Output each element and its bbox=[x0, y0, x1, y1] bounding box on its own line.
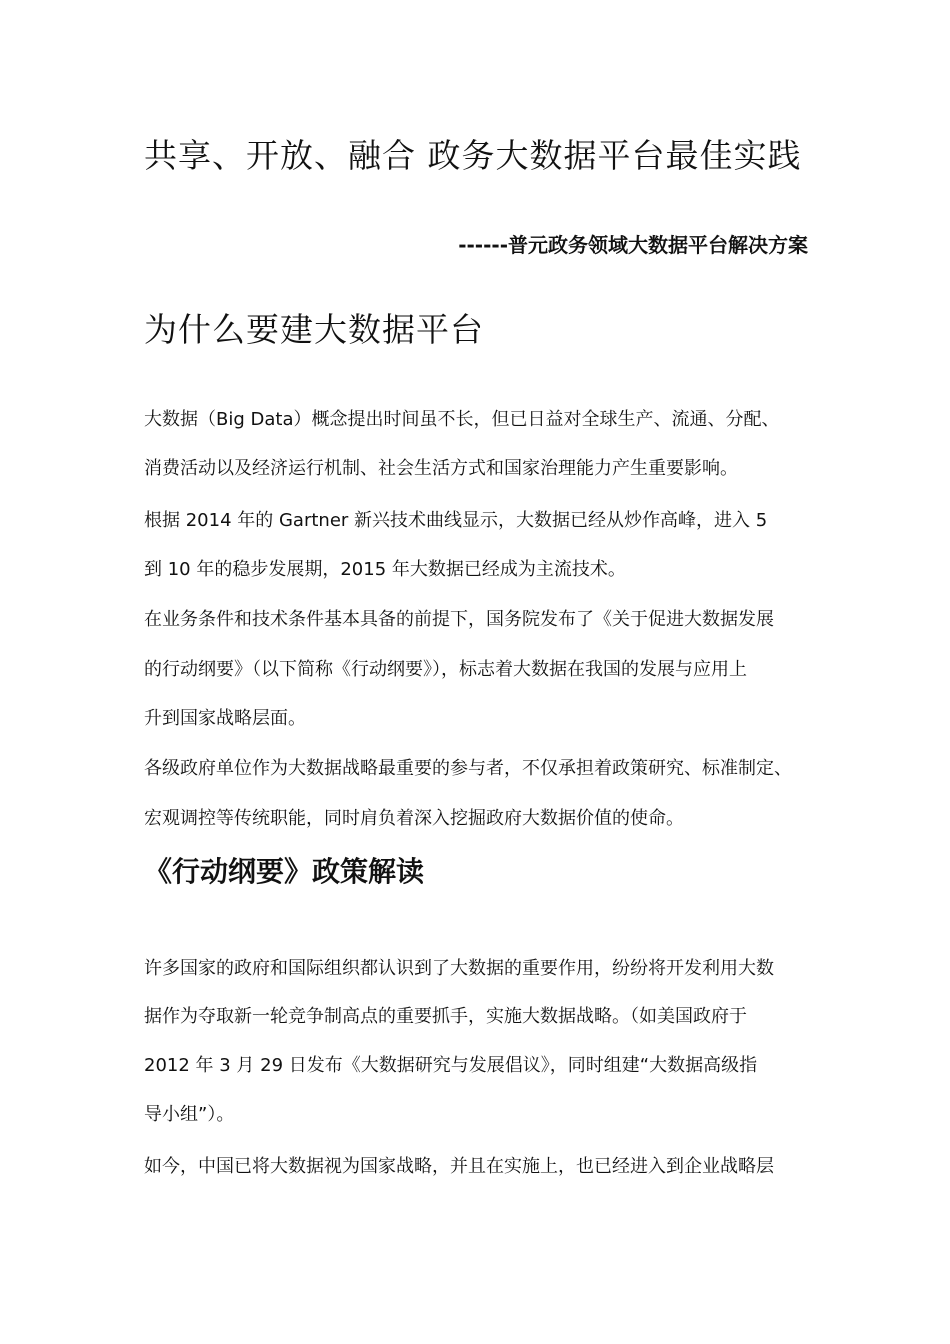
paragraph-line: 导小组”）。 bbox=[144, 1104, 235, 1125]
document-subtitle: ------普元政务领域大数据平台解决方案 bbox=[458, 233, 808, 257]
paragraph-line: 到 10 年的稳步发展期，2015 年大数据已经成为主流技术。 bbox=[144, 559, 626, 580]
paragraph-line: 宏观调控等传统职能，同时肩负着深入挖掘政府大数据价值的使命。 bbox=[144, 808, 684, 829]
section-heading-why-platform: 为什么要建大数据平台 bbox=[144, 310, 484, 349]
paragraph-line: 的行动纲要》（以下简称《行动纲要》），标志着大数据在我国的发展与应用上 bbox=[144, 659, 747, 680]
paragraph-line: 根据 2014 年的 Gartner 新兴技术曲线显示，大数据已经从炒作高峰，进入 5 bbox=[144, 510, 768, 531]
paragraph-line: 消费活动以及经济运行机制、社会生活方式和国家治理能力产生重要影响。 bbox=[144, 458, 738, 479]
paragraph-line: 在业务条件和技术条件基本具备的前提下，国务院发布了《关于促进大数据发展 bbox=[144, 609, 774, 630]
paragraph-line: 据作为夺取新一轮竞争制高点的重要抓手，实施大数据战略。（如美国政府于 bbox=[144, 1006, 747, 1027]
paragraph-line: 2012 年 3 月 29 日发布《大数据研究与发展倡议》，同时组建“大数据高级指 bbox=[144, 1055, 758, 1076]
paragraph-line: 如今，中国已将大数据视为国家战略，并且在实施上，也已经进入到企业战略层 bbox=[144, 1156, 774, 1177]
paragraph-line: 升到国家战略层面。 bbox=[144, 708, 306, 729]
paragraph-line: 大数据（Big Data）概念提出时间虽不长，但已日益对全球生产、流通、分配、 bbox=[144, 409, 780, 430]
paragraph-line: 许多国家的政府和国际组织都认识到了大数据的重要作用，纷纷将开发利用大数 bbox=[144, 958, 774, 979]
paragraph-line: 各级政府单位作为大数据战略最重要的参与者，不仅承担着政策研究、标准制定、 bbox=[144, 758, 792, 779]
section-heading-policy-interpretation: 《行动纲要》政策解读 bbox=[144, 855, 425, 888]
document-title: 共享、开放、融合 政务大数据平台最佳实践 bbox=[144, 136, 802, 175]
